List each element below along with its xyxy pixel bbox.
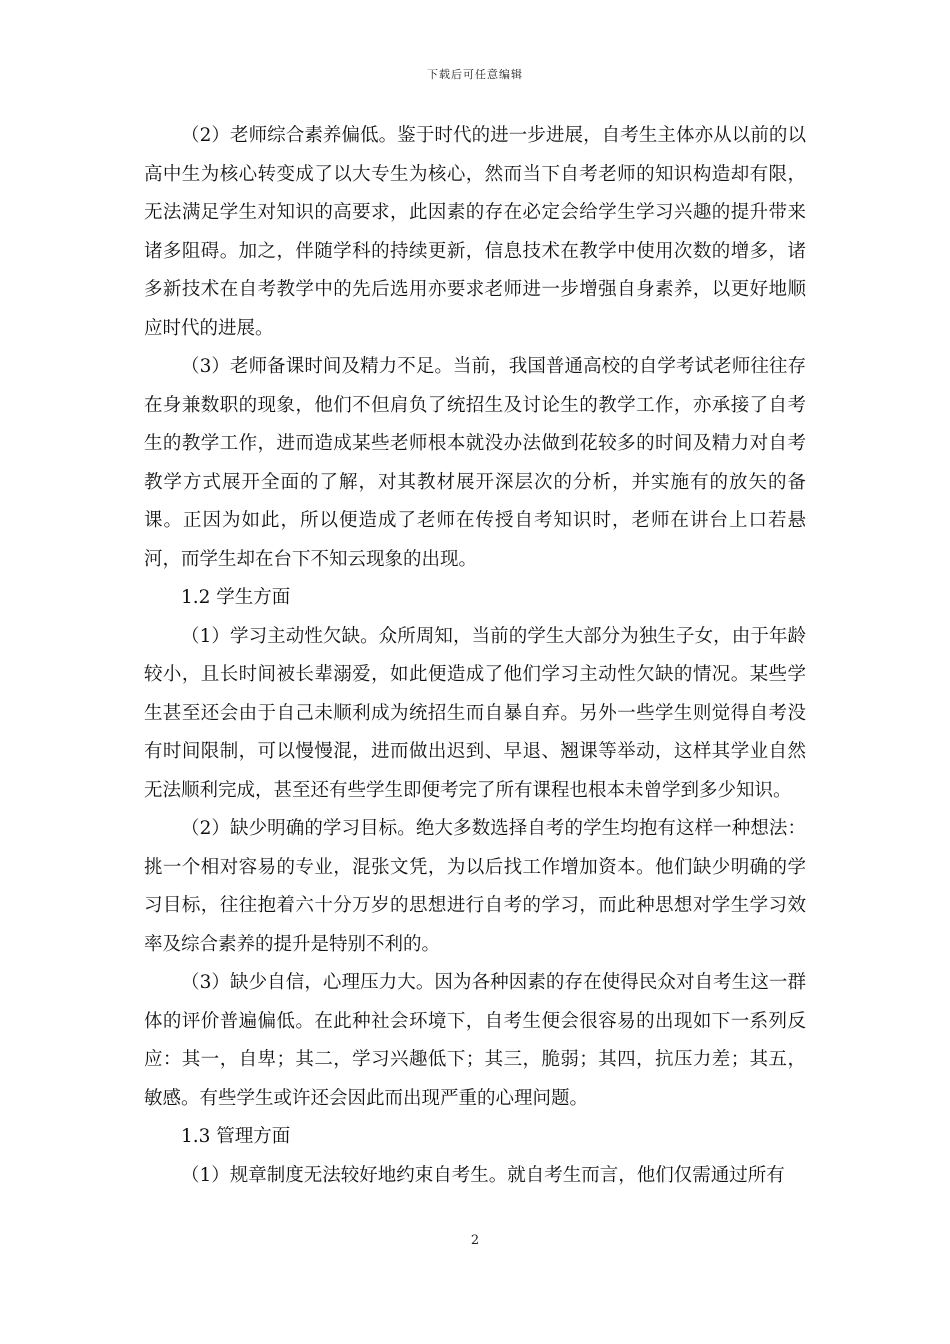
paragraph-teacher-quality: （2）老师综合素养偏低。鉴于时代的进一步进展，自考生主体亦从以前的以高中生为核心转变成了以大专生为核心，然而当下自考老师的知识构造却有限，无法满足学生对知识的高要求，此因素的存在必定会给学生学习兴趣的提升带来诸多阻碍。加之，伴随学科的持续更新，信息技术在教学中使用次数的增多，诸多新技术在自考教学中的先后选用亦要求老师进一步增强自身素养，以更好地顺应时代的进展。	[144, 125, 806, 339]
section-heading-management: 1.3 管理方面	[181, 1126, 291, 1147]
paragraph-student-goals: （2）缺少明确的学习目标。绝大多数选择自考的学生均抱有这样一种想法：挑一个相对容易的专业，混张文凭，为以后找工作增加资本。他们缺少明确的学习目标，往往抱着六十分万岁的思想进行自考的学习，而此种思想对学生学习效率及综合素养的提升是特别不利的。	[144, 818, 806, 955]
page-header: 下载后可任意编辑	[427, 68, 523, 81]
paragraph-student-initiative: （1）学习主动性欠缺。众所周知，当前的学生大部分为独生子女，由于年龄较小，且长时间被长辈溺爱，如此便造成了他们学习主动性欠缺的情况。某些学生甚至还会由于自己未顺利成为统招生而自暴自弃。另外一些学生则觉得自考没有时间限制，可以慢慢混，进而做出迟到、早退、翘课等举动，这样其学业自然无法顺利完成，甚至还有些学生即便考完了所有课程也根本未曾学到多少知识。	[144, 625, 806, 801]
document-body	[144, 117, 806, 1195]
section-heading-students: 1.2 学生方面	[181, 587, 291, 608]
paragraph-management-rules: （1）规章制度无法较好地约束自考生。就自考生而言，他们仅需通过所有	[181, 1164, 785, 1186]
paragraph-student-confidence: （3）缺少自信，心理压力大。因为各种因素的存在使得民众对自考生这一群体的评价普遍偏低。在此种社会环境下，自考生便会很容易的出现如下一系列反应：其一，自卑；其二，学习兴趣低下；其三，脆弱；其四，抗压力差；其五，敏感。有些学生或许还会因此而出现严重的心理问题。	[144, 972, 806, 1109]
paragraph-teacher-preparation: （3）老师备课时间及精力不足。当前，我国普通高校的自学考试老师往往存在身兼数职的现象，他们不但肩负了统招生及讨论生的教学工作，亦承接了自考生的教学工作，进而造成某些老师根本就没办法做到花较多的时间及精力对自考教学方式展开全面的了解，对其教材展开深层次的分析，并实施有的放矢的备课。正因为如此，所以便造成了老师在传授自考知识时，老师在讲台上口若悬河，而学生却在台下不知云现象的出现。	[144, 356, 806, 570]
page-number: 2	[470, 1233, 480, 1248]
